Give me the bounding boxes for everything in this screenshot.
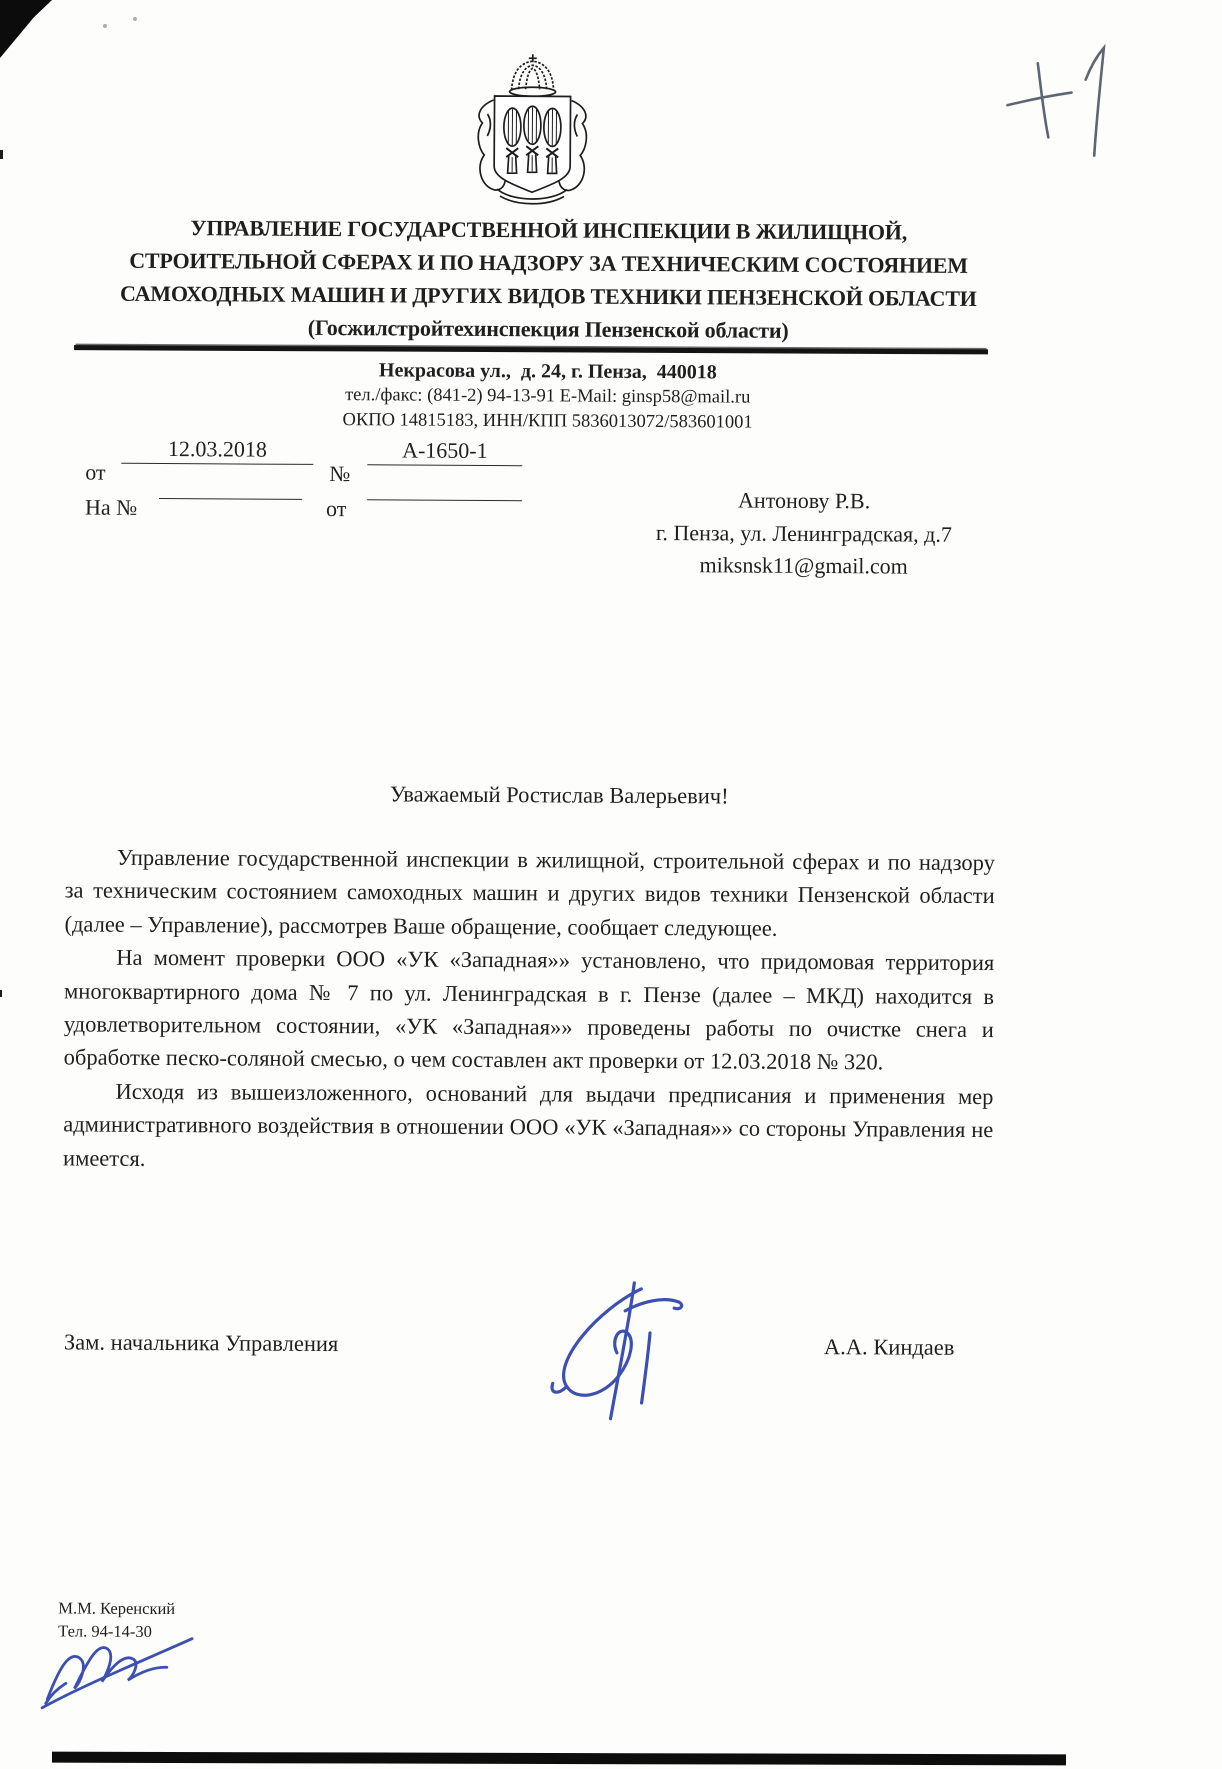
reply-from-label: от [325, 496, 347, 522]
recipient-address: г. Пенза, ул. Ленинградская, д.7 [655, 519, 952, 547]
penza-coat-of-arms-icon [467, 50, 598, 209]
org-phone-email: тел./факс: (841-2) 94-13-91 E-Mail: ginsp58@mail.ru [345, 385, 751, 408]
org-address: Некрасова ул., д. 24, г. Пенза, 440018 [378, 359, 717, 384]
recipient-name: Антонову Р.В. [738, 487, 871, 514]
reply-date-blank [367, 472, 522, 501]
number-sign-label: № [329, 461, 351, 487]
paragraph: На момент проверки ООО «УК «Западная»» установлено, что придомовая территория многоквартирного дома № 7 по ул. Ленинградская в г. Пензе (далее – МКД) находится в удовлетворительном состоянии, «УК «Западная»» проведены работы по очистке снега и обработке песко-соляной смесью, о чем составлен акт проверки от 12.03.2018 № 320. [63, 944, 995, 1075]
paragraph: Исходя из вышеизложенного, оснований для выдачи предписания и применения мер административного воздействия в отношении ООО «УК «Западная»» со стороны Управления не имеется. [63, 1078, 994, 1171]
outgoing-number-value: А-1650-1 [367, 437, 522, 466]
contact-block [48, 355, 1048, 437]
pencil-mark [133, 17, 137, 21]
org-name-line: САМОХОДНЫХ МАШИН И ДРУГИХ ВИДОВ ТЕХНИКИ ПЕНЗЕНСКОЙ ОБЛАСТИ [119, 280, 977, 311]
reply-to-label: На № [84, 494, 138, 520]
recipient-block [599, 484, 1010, 584]
reply-number-blank [159, 471, 302, 500]
letter-body [63, 840, 995, 1180]
org-short-name: (Госжилстройтехинспекция Пензенской области) [307, 314, 789, 343]
org-registration-codes: ОКПО 14815183, ИНН/КПП 5836013072/583601001 [342, 410, 753, 433]
org-name-line: УПРАВЛЕНИЕ ГОСУДАРСТВЕННОЙ ИНСПЕКЦИИ В ЖИЛИЩНОЙ, [190, 215, 908, 245]
paragraph: Управление государственной инспекции в жилищной, строительной сферах и по надзору за техническим состоянием самоходных машин и других видов техники Пензенской области (далее – Управление), рассмотрев Ваше обращение, сообщает следующее. [64, 844, 995, 941]
handwritten-plus-one-mark [999, 31, 1120, 162]
org-name-line: СТРОИТЕЛЬНОЙ СФЕРАХ И ПО НАДЗОРУ ЗА ТЕХНИЧЕСКИМ СОСТОЯНИЕМ [129, 247, 968, 278]
outgoing-from-label: от [85, 459, 106, 485]
pencil-mark [103, 24, 107, 28]
signer-position: Зам. начальника Управления [63, 1329, 339, 1357]
salutation: Уважаемый Ростислав Валерьевич! [389, 781, 729, 809]
scan-edge-speck [0, 150, 3, 159]
org-name-block [48, 210, 1049, 348]
executor-signature [32, 1612, 209, 1712]
outgoing-date-value: 12.03.2018 [121, 436, 313, 465]
executor-name: М.М. Керенский [58, 1598, 176, 1619]
main-signature [536, 1278, 697, 1429]
recipient-email: miksnsk11@gmail.com [699, 552, 908, 579]
scan-edge-speck [0, 990, 2, 997]
signer-name: А.А. Киндаев [823, 1334, 955, 1360]
executor-phone: Тел. 94-14-30 [58, 1621, 152, 1641]
